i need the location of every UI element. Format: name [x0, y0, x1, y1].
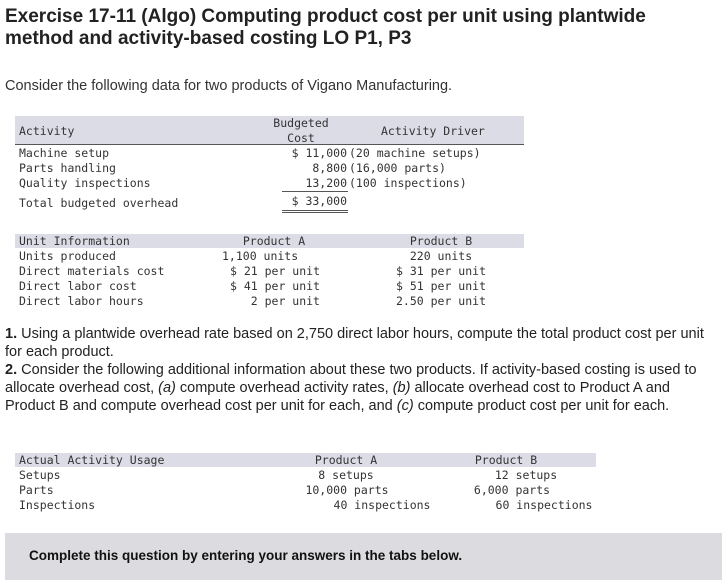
product-a-value: 2 per unit	[250, 294, 320, 308]
part-b-text: allocate overhead cost to Product A and Product B and compute overhead cost per unit for each, and	[5, 380, 671, 414]
col-header-unit-info: Unit Information	[19, 234, 130, 248]
activity-driver: (20 machine setups)	[349, 146, 481, 160]
question-2	[5, 361, 717, 415]
question-text	[5, 325, 717, 415]
product-a-value: 8 setups	[318, 468, 374, 482]
question-1-number: 1.	[5, 326, 18, 342]
product-a-value: 1,100 units	[222, 249, 299, 263]
col-header-product-b: Product B	[409, 234, 473, 248]
col-header-product-a: Product A	[242, 234, 306, 248]
page-title: Exercise 17-11 (Algo) Computing product cost per unit using plantwide method and activity-based costing LO P1, P3	[5, 6, 646, 49]
subtotal-rule	[282, 191, 348, 192]
question-1-text: Using a plantwide overhead rate based on 2,750 direct labor hours, compute the total product cost per unit for each product.	[5, 326, 704, 360]
col-header-driver: Activity Driver	[381, 124, 485, 138]
activity-cost: $ 11,000	[291, 146, 347, 160]
part-b-label: (b)	[392, 380, 411, 396]
part-a-text: compute overhead activity rates,	[175, 380, 393, 396]
total-rule-1	[282, 210, 348, 211]
total-value: $ 33,000	[291, 194, 347, 208]
activity-label: Quality inspections	[19, 176, 151, 190]
question-2-text: Consider the following additional information about these two products. If activity-based costing is used to allocate overhead cost,	[5, 362, 697, 396]
row-label: Units produced	[19, 249, 116, 263]
col-header-actual-usage: Actual Activity Usage	[19, 453, 165, 467]
col-header-product-b: Product B	[474, 453, 538, 467]
row-label: Direct labor cost	[19, 279, 137, 293]
total-rule-2	[282, 212, 348, 213]
part-c-text: compute product cost per unit for each.	[413, 398, 670, 414]
activity-driver: (100 inspections)	[349, 176, 467, 190]
product-b-value: 2.50 per unit	[395, 294, 486, 308]
total-label: Total budgeted overhead	[19, 196, 179, 210]
activity-cost: 8,800	[312, 161, 347, 175]
product-b-value: 220 units	[409, 249, 473, 263]
product-a-value: $ 41 per unit	[229, 279, 320, 293]
product-a-value: $ 21 per unit	[229, 264, 320, 278]
row-label: Direct materials cost	[19, 264, 165, 278]
part-a-label: (a)	[158, 380, 176, 396]
product-a-value: 10,000 parts	[305, 483, 389, 497]
activity-label: Machine setup	[19, 146, 110, 160]
product-b-value: 60 inspections	[495, 498, 593, 512]
product-b-value: 6,000 parts	[473, 483, 551, 497]
row-label: Inspections	[19, 498, 96, 512]
part-c-label: (c)	[396, 398, 414, 414]
col-header-cost: Cost	[287, 131, 315, 145]
product-b-value: 12 setups	[494, 468, 558, 482]
row-label: Setups	[19, 468, 61, 482]
activity-cost: 13,200	[305, 176, 347, 190]
product-b-value: $ 31 per unit	[395, 264, 486, 278]
question-1	[5, 325, 717, 361]
col-header-product-a: Product A	[314, 453, 378, 467]
row-label: Direct labor hours	[19, 294, 144, 308]
product-b-value: $ 51 per unit	[395, 279, 486, 293]
col-header-budgeted: Budgeted	[273, 116, 329, 130]
intro-text: Consider the following data for two products of Vigano Manufacturing.	[5, 78, 453, 94]
instruction-banner	[5, 533, 722, 580]
instruction-text: Complete this question by entering your answers in the tabs below.	[29, 548, 463, 563]
col-header-activity: Activity	[19, 124, 75, 138]
activity-driver: (16,000 parts)	[349, 161, 446, 175]
activity-label: Parts handling	[19, 161, 116, 175]
question-2-number: 2.	[5, 362, 18, 378]
row-label: Parts	[19, 483, 54, 497]
product-a-value: 40 inspections	[333, 498, 431, 512]
